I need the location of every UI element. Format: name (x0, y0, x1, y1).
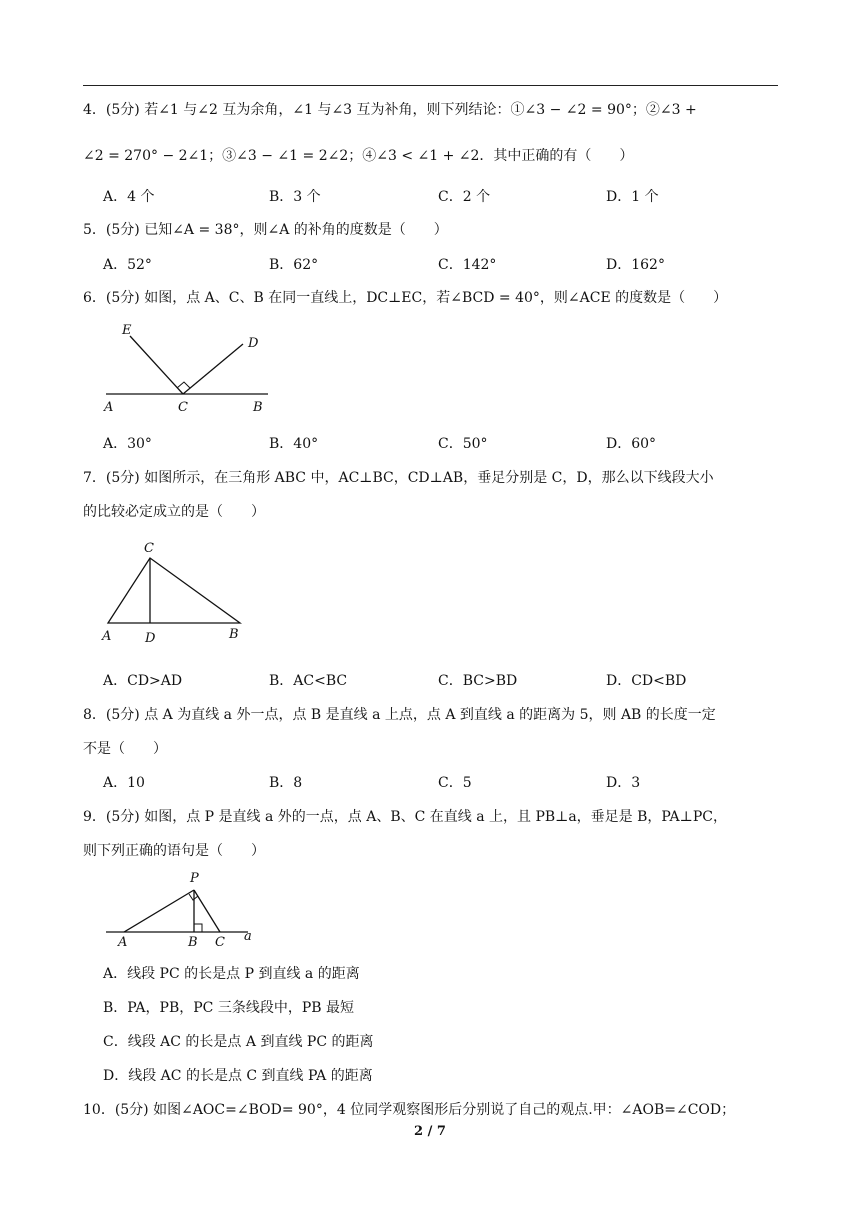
label-c: C (215, 935, 225, 950)
q5-option-d: D．162° (606, 257, 665, 273)
q5-line1: 5．(5分) 已知∠A = 38°，则∠A 的补角的度数是（ ） (83, 222, 448, 238)
q7-line2: 的比较必定成立的是（ ） (83, 504, 265, 520)
q4-line2: ∠2 = 270° − 2∠1；③∠3 − ∠1 = 2∠2；④∠3 < ∠1 + ∠2．其中正确的有（ ） (83, 148, 634, 164)
right-angle-mark-b (194, 924, 202, 932)
q7-line1: 7．(5分) 如图所示，在三角形 ABC 中，AC⊥BC，CD⊥AB，垂足分别是 C，D，那么以下线段大小 (83, 470, 714, 486)
label-d: D (248, 336, 259, 351)
label-line-a: a (244, 929, 252, 944)
q9-figure (98, 866, 268, 950)
q4-option-a: A．4 个 (103, 189, 155, 205)
q6-line1: 6．(5分) 如图，点 A、C、B 在同一直线上，DC⊥EC，若∠BCD = 40°，则∠ACE 的度数是（ ） (83, 290, 728, 306)
label-a: A (104, 400, 114, 415)
q4-option-c: C．2 个 (438, 189, 491, 205)
q9-line1: 9．(5分) 如图，点 P 是直线 a 外的一点，点 A、B、C 在直线 a 上，且 PB⊥a，垂足是 B，PA⊥PC， (83, 809, 727, 825)
q7-figure (98, 536, 258, 648)
segment-cd (183, 344, 243, 394)
q7-option-c: C．BC>BD (438, 673, 518, 689)
q8-line1: 8．(5分) 点 A 为直线 a 外一点，点 B 是直线 a 上点，点 A 到直线 a 的距离为 5，则 AB 的长度一定 (83, 707, 716, 723)
q4-option-d: D．1 个 (606, 189, 659, 205)
label-a: A (102, 629, 112, 644)
label-c: C (144, 541, 154, 556)
q9-line2: 则下列正确的语句是（ ） (83, 843, 265, 859)
triangle-abc (108, 558, 240, 623)
q5-option-c: C．142° (438, 257, 497, 273)
label-b: B (229, 627, 239, 642)
q9-option-c: C．线段 AC 的长是点 A 到直线 PC 的距离 (103, 1034, 374, 1050)
q7-option-d: D．CD<BD (606, 673, 687, 689)
q6-option-a: A．30° (103, 436, 152, 452)
label-e: E (122, 323, 132, 338)
q4-line1: 4．(5分) 若∠1 与∠2 互为余角，∠1 与∠3 互为补角，则下列结论：①∠3 − ∠2 = 90°；②∠3 + (83, 102, 697, 118)
page-number: 2 / 7 (414, 1124, 446, 1139)
q8-line2: 不是（ ） (83, 741, 167, 757)
q7-option-b: B．AC<BC (269, 673, 348, 689)
label-b: B (188, 935, 198, 950)
q6-figure (98, 318, 278, 420)
q8-option-b: B．8 (269, 775, 303, 791)
q6-option-c: C．50° (438, 436, 488, 452)
q6-option-d: D．60° (606, 436, 657, 452)
label-c: C (178, 400, 188, 415)
q8-option-d: D．3 (606, 775, 641, 791)
q9-option-b: B．PA，PB，PC 三条线段中，PB 最短 (103, 1000, 354, 1016)
right-angle-mark (177, 382, 190, 388)
q7-option-a: A．CD>AD (103, 673, 183, 689)
q8-option-c: C．5 (438, 775, 472, 791)
label-a: A (118, 935, 128, 950)
segment-pa (124, 890, 194, 932)
label-b: B (253, 400, 263, 415)
q6-option-b: B．40° (269, 436, 319, 452)
segment-ce (130, 336, 183, 394)
q5-option-b: B．62° (269, 257, 319, 273)
label-d: D (145, 631, 156, 646)
q9-option-a: A．线段 PC 的长是点 P 到直线 a 的距离 (103, 966, 360, 982)
q9-option-d: D．线段 AC 的长是点 C 到直线 PA 的距离 (103, 1068, 373, 1084)
label-p: P (190, 871, 199, 886)
header-rule (83, 85, 778, 86)
q8-option-a: A．10 (103, 775, 145, 791)
q10-line1: 10．(5分) 如图∠AOC=∠BOD= 90°，4 位同学观察图形后分别说了自己的观点.甲：∠AOB=∠COD； (83, 1102, 736, 1118)
q5-option-a: A．52° (103, 257, 152, 273)
q4-option-b: B．3 个 (269, 189, 321, 205)
